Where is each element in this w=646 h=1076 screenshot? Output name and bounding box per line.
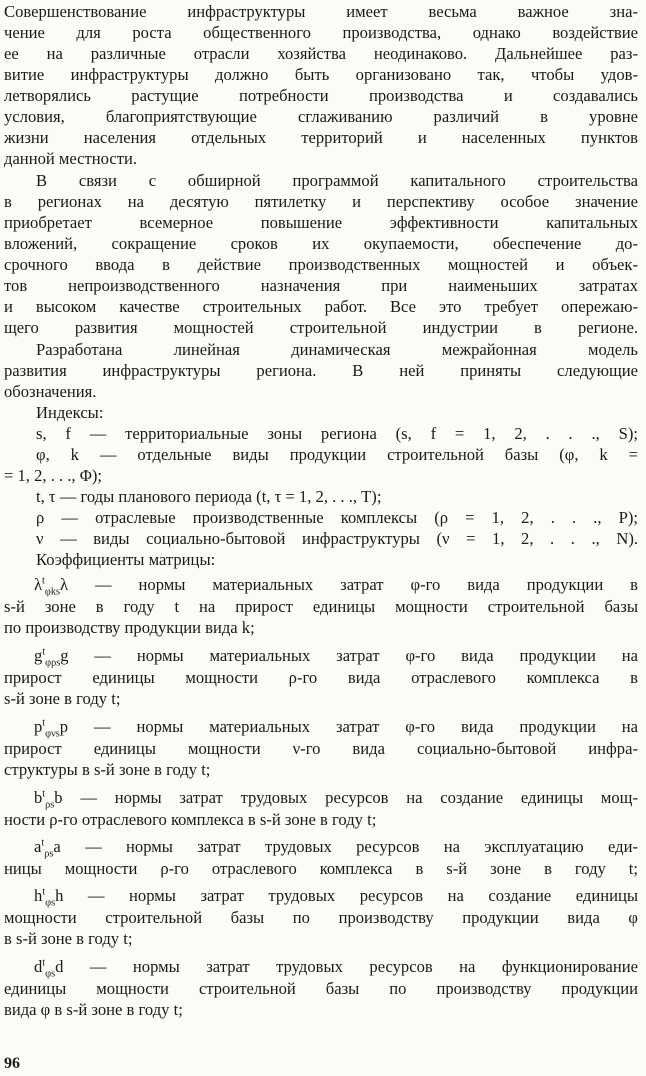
coefficient-line: $d^t_{\varphi s}d$ — нормы затрат трудовых ресурсов на функционирование xyxy=(34,957,638,980)
text-line: обозначения. xyxy=(4,382,97,401)
text-line: ее на различные отрасли хозяйства неодинаково. Дальнейшее раз- xyxy=(4,44,638,63)
text-line: структуры в s-й зоне в году t; xyxy=(4,760,211,779)
page-number: 96 xyxy=(4,1055,20,1072)
text-line: t, τ — годы планового периода (t, τ = 1, 2, . . ., T); xyxy=(36,487,382,506)
text-line: в регионах на десятую пятилетку и перспективу особое значение xyxy=(4,192,638,211)
text-line: Разработана линейная динамическая межрайонная модель xyxy=(36,340,638,359)
text-line: ницы мощности ρ-го отраслевого комплекса в s-й зоне в году t; xyxy=(4,859,638,878)
text-line: жизни населения отдельных территорий и населенных пунктов xyxy=(4,128,638,147)
text-line: мощности строительной базы по производству продукции вида φ xyxy=(4,908,638,927)
text-line: Индексы: xyxy=(36,403,104,422)
coefficient-line: $\lambda^t_{\varphi ks}\lambda$ — нормы материальных затрат φ-го вида продукции в xyxy=(34,575,638,598)
coefficient-line: $b^t_{\rho s}b$ — нормы затрат трудовых ресурсов на создание единицы мощ- xyxy=(34,788,638,811)
text-line: летворялись растущие потребности производства и создавались xyxy=(4,86,638,105)
text-line: чение для роста общественного производства, однако воздействие xyxy=(4,23,638,42)
text-line: данной местности. xyxy=(4,149,138,168)
coefficient-line: $h^t_{\varphi s}h$ — нормы затрат трудовых ресурсов на создание единицы xyxy=(34,886,638,909)
coefficient-line: $p^t_{\varphi\nu s}p$ — нормы материальных затрат φ-го вида продукции на xyxy=(34,717,638,740)
text-line: s, f — территориальные зоны региона (s, f = 1, 2, . . ., S); xyxy=(36,424,638,443)
text-line: единицы мощности строительной базы по производству продукции xyxy=(4,979,638,998)
text-line: по производству продукции вида k; xyxy=(4,618,255,637)
text-line: Совершенствование инфраструктуры имеет весьма важное зна- xyxy=(4,2,638,21)
text-line: вида φ в s-й зоне в году t; xyxy=(4,1000,183,1019)
text-line: тов непроизводственного назначения при наименьших затратах xyxy=(4,276,638,295)
text-line: условия, благоприятствующие сглаживанию различий в уровне xyxy=(4,107,638,126)
text-line: Коэффициенты матрицы: xyxy=(36,550,216,569)
text-line: срочного ввода в действие производственных мощностей и объек- xyxy=(4,255,638,274)
text-line: s-й зоне в году t на прирост единицы мощности строительной базы xyxy=(4,597,638,616)
text-line: В связи с обширной программой капитального строительства xyxy=(36,171,638,190)
text-line: = 1, 2, . . ., Φ); xyxy=(4,466,102,485)
text-line: прирост единицы мощности ν-го вида социально-бытовой инфра- xyxy=(4,739,638,758)
text-line: щего развития мощностей строительной индустрии в регионе. xyxy=(4,318,638,337)
text-line: s-й зоне в году t; xyxy=(4,689,121,708)
text-line: ности ρ-го отраслевого комплекса в s-й зоне в году t; xyxy=(4,810,377,829)
text-line: вложений, сокращение сроков их окупаемости, обеспечение до- xyxy=(4,234,638,253)
text-line: прирост единицы мощности ρ-го вида отраслевого комплекса в xyxy=(4,668,638,687)
text-line: в s-й зоне в году t; xyxy=(4,929,133,948)
text-line: ρ — отраслевые производственные комплексы (ρ = 1, 2, . . ., P); xyxy=(36,508,638,527)
coefficient-line: $a^t_{\rho s}a$ — нормы затрат трудовых ресурсов на эксплуатацию еди- xyxy=(34,837,638,860)
text-line: ν — виды социально-бытовой инфраструктуры (ν = 1, 2, . . ., N). xyxy=(36,529,638,548)
text-line: φ, k — отдельные виды продукции строительной базы (φ, k = xyxy=(36,445,638,464)
coefficient-line: $g^t_{\varphi\rho s}g$ — нормы материальных затрат φ-го вида продукции на xyxy=(34,646,638,669)
text-line: развития инфраструктуры региона. В ней приняты следующие xyxy=(4,361,638,380)
text-line: и высоком качестве строительных работ. Все это требует опережаю- xyxy=(4,297,638,316)
text-line: витие инфраструктуры должно быть организовано так, чтобы удов- xyxy=(4,65,638,84)
text-line: приобретает всемерное повышение эффективности капитальных xyxy=(4,213,638,232)
